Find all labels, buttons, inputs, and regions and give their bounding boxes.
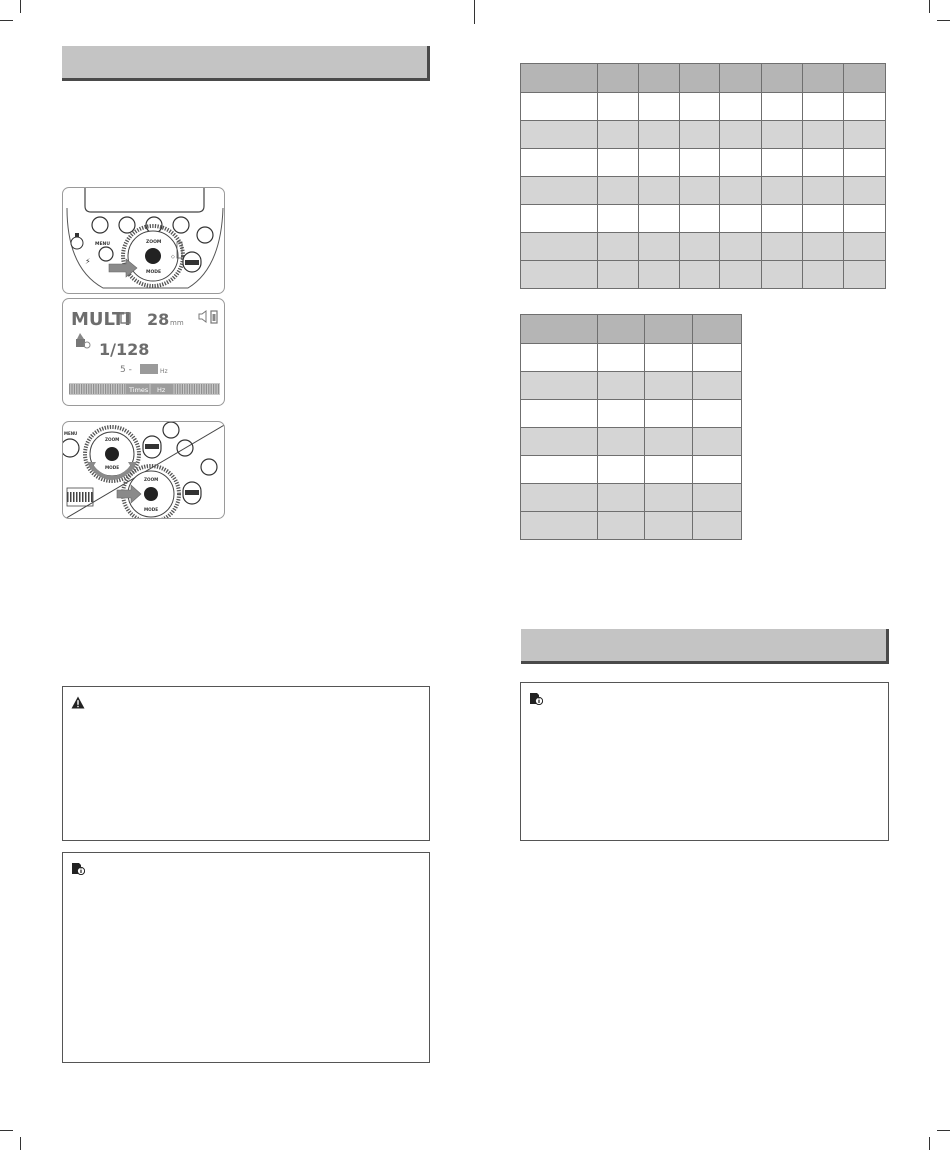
spec-table-1 (520, 63, 886, 289)
crop-mark-top-left (20, 0, 21, 13)
svg-text:◇: ◇ (171, 254, 175, 260)
section-heading-left (62, 46, 430, 81)
flash-head-icon (76, 333, 90, 348)
table-row (521, 512, 742, 540)
zoom-label: ZOOM (146, 240, 162, 245)
table-header-row (521, 64, 886, 93)
crop-mark-top-right (929, 0, 930, 13)
svg-text:MODE: MODE (144, 507, 159, 512)
table-row (521, 205, 886, 233)
control-panel-figure (62, 187, 225, 294)
lcd-mode-text: MULTI (71, 309, 131, 330)
crop-mark-bottom-left (0, 1130, 13, 1131)
warning-triangle-icon (71, 696, 85, 709)
note-info-icon (71, 862, 85, 875)
table-row (521, 428, 742, 456)
caution-box (62, 686, 430, 841)
crop-mark-top-left (0, 20, 13, 21)
table-row (521, 233, 886, 261)
press-button-view (67, 466, 201, 519)
mode-label: MODE (146, 270, 162, 275)
table-row (521, 400, 742, 428)
table-row (521, 372, 742, 400)
speaker-icon (199, 311, 206, 322)
svg-text:⚡: ⚡ (85, 257, 91, 266)
table-row (521, 261, 886, 289)
table-row (521, 149, 886, 177)
table-row (521, 177, 886, 205)
section-heading-right (521, 629, 889, 664)
svg-text:MODE: MODE (105, 465, 120, 470)
softkey-hz-label: Hz (157, 386, 166, 394)
lcd-zoom-unit: mm (170, 319, 184, 327)
note-info-icon (529, 692, 543, 705)
lcd-screen-figure (62, 298, 225, 406)
spec-table-2 (520, 314, 742, 540)
crop-mark-top-center (474, 0, 475, 24)
svg-text:ZOOM: ZOOM (144, 477, 159, 482)
svg-text:ZOOM: ZOOM (105, 437, 120, 442)
lcd-frequency-unit: Hz (160, 368, 168, 375)
crop-mark-top-right (937, 20, 950, 21)
table-corner-cell (521, 64, 598, 93)
note-box-left (62, 852, 430, 1063)
lcd-zoom-value: 28 (147, 310, 170, 329)
menu-label: MENU (95, 242, 110, 247)
softkey-times-label: Times (129, 386, 149, 394)
table-row (521, 344, 742, 372)
table-corner-cell (521, 315, 598, 344)
table-row (521, 456, 742, 484)
table-row (521, 121, 886, 149)
note-box-right (520, 682, 889, 841)
svg-text:MENU: MENU (64, 431, 78, 436)
crop-mark-bottom-left (20, 1137, 21, 1150)
dial-rotation-figure (62, 421, 225, 519)
crop-mark-bottom-right (929, 1137, 930, 1150)
table-header-row (521, 315, 742, 344)
lcd-power-value: 1/128 (99, 340, 150, 359)
table-row (521, 93, 886, 121)
rotate-dial-view (63, 422, 217, 481)
table-row (521, 484, 742, 512)
lcd-frequency-prefix: 5 - (120, 365, 132, 375)
crop-mark-bottom-right (937, 1130, 950, 1131)
